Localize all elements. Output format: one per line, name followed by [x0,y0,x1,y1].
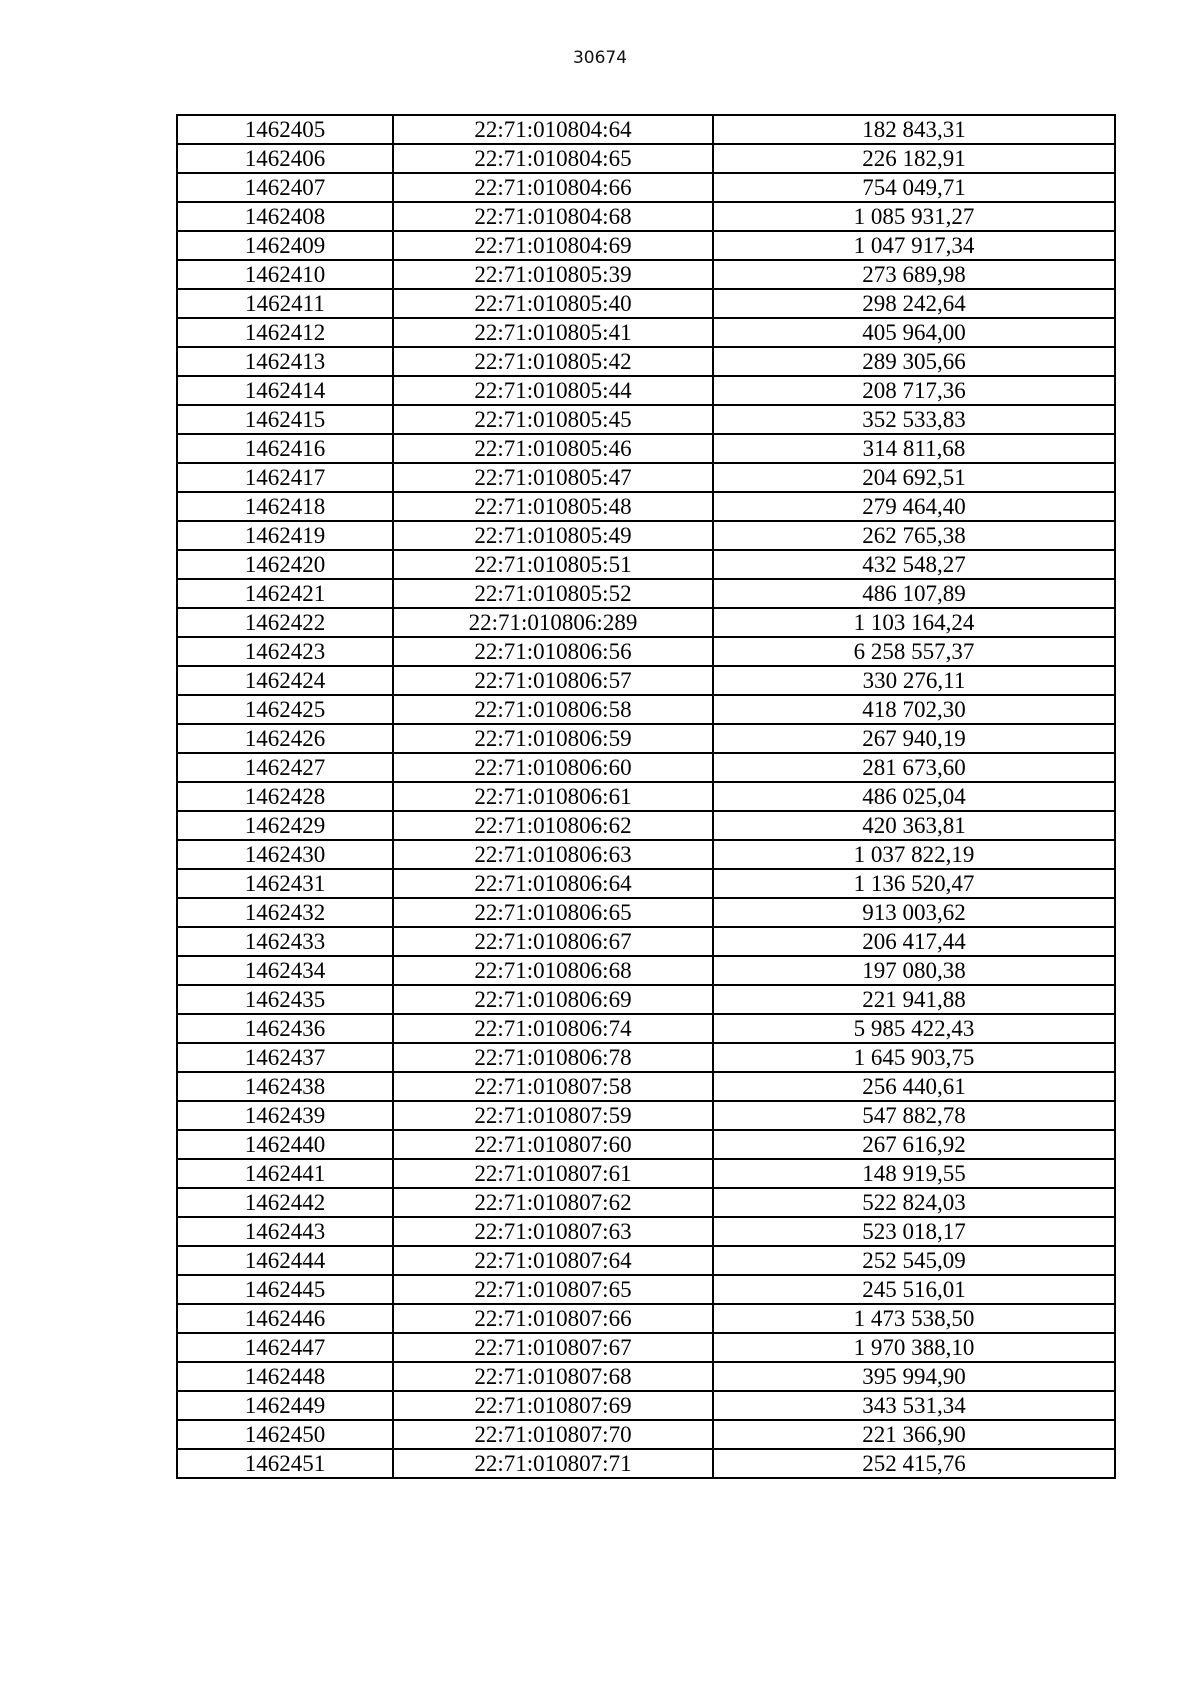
value-cell: 523 018,17 [713,1217,1115,1246]
value-cell: 352 533,83 [713,405,1115,434]
table-row [177,1449,1115,1478]
table-row [177,637,1115,666]
record-number-cell: 1462442 [177,1188,393,1217]
value-cell: 1 037 822,19 [713,840,1115,869]
cadastral-number-cell: 22:71:010807:61 [393,1159,713,1188]
cadastral-number-cell: 22:71:010805:40 [393,289,713,318]
table-row [177,1188,1115,1217]
cadastral-number-cell: 22:71:010806:56 [393,637,713,666]
cadastral-number-cell: 22:71:010804:65 [393,144,713,173]
record-number-cell: 1462430 [177,840,393,869]
cadastral-number-cell: 22:71:010807:70 [393,1420,713,1449]
value-cell: 913 003,62 [713,898,1115,927]
table-row [177,753,1115,782]
record-number-cell: 1462446 [177,1304,393,1333]
table-row [177,985,1115,1014]
value-cell: 1 645 903,75 [713,1043,1115,1072]
table-row [177,1246,1115,1275]
cadastral-number-cell: 22:71:010807:65 [393,1275,713,1304]
record-number-cell: 1462417 [177,463,393,492]
cadastral-number-cell: 22:71:010806:61 [393,782,713,811]
record-number-cell: 1462434 [177,956,393,985]
value-cell: 405 964,00 [713,318,1115,347]
cadastral-number-cell: 22:71:010805:41 [393,318,713,347]
cadastral-number-cell: 22:71:010807:69 [393,1391,713,1420]
table-row [177,898,1115,927]
table-row [177,1159,1115,1188]
cadastral-number-cell: 22:71:010807:71 [393,1449,713,1478]
table-row [177,811,1115,840]
table-row [177,840,1115,869]
value-cell: 420 363,81 [713,811,1115,840]
value-cell: 281 673,60 [713,753,1115,782]
record-number-cell: 1462427 [177,753,393,782]
table-row [177,289,1115,318]
value-cell: 432 548,27 [713,550,1115,579]
cadastral-number-cell: 22:71:010806:63 [393,840,713,869]
record-number-cell: 1462405 [177,115,393,144]
value-cell: 197 080,38 [713,956,1115,985]
table-row [177,318,1115,347]
table-row [177,1101,1115,1130]
cadastral-number-cell: 22:71:010806:65 [393,898,713,927]
value-cell: 547 882,78 [713,1101,1115,1130]
value-cell: 256 440,61 [713,1072,1115,1101]
value-cell: 182 843,31 [713,115,1115,144]
table-row [177,463,1115,492]
record-number-cell: 1462407 [177,173,393,202]
value-cell: 221 366,90 [713,1420,1115,1449]
value-cell: 486 107,89 [713,579,1115,608]
table-row [177,608,1115,637]
data-table [176,114,1116,1479]
value-cell: 267 940,19 [713,724,1115,753]
cadastral-number-cell: 22:71:010804:66 [393,173,713,202]
record-number-cell: 1462438 [177,1072,393,1101]
record-number-cell: 1462436 [177,1014,393,1043]
record-number-cell: 1462449 [177,1391,393,1420]
table-row [177,1043,1115,1072]
record-number-cell: 1462413 [177,347,393,376]
value-cell: 522 824,03 [713,1188,1115,1217]
record-number-cell: 1462418 [177,492,393,521]
table-body [177,115,1115,1478]
record-number-cell: 1462419 [177,521,393,550]
value-cell: 148 919,55 [713,1159,1115,1188]
cadastral-number-cell: 22:71:010805:39 [393,260,713,289]
record-number-cell: 1462448 [177,1362,393,1391]
value-cell: 208 717,36 [713,376,1115,405]
table-row [177,347,1115,376]
record-number-cell: 1462415 [177,405,393,434]
record-number-cell: 1462423 [177,637,393,666]
value-cell: 343 531,34 [713,1391,1115,1420]
cadastral-number-cell: 22:71:010806:67 [393,927,713,956]
record-number-cell: 1462425 [177,695,393,724]
table-row [177,1014,1115,1043]
record-number-cell: 1462420 [177,550,393,579]
cadastral-number-cell: 22:71:010807:63 [393,1217,713,1246]
cadastral-number-cell: 22:71:010806:78 [393,1043,713,1072]
value-cell: 252 415,76 [713,1449,1115,1478]
table-row [177,231,1115,260]
record-number-cell: 1462429 [177,811,393,840]
record-number-cell: 1462421 [177,579,393,608]
table-row [177,1072,1115,1101]
cadastral-number-cell: 22:71:010806:60 [393,753,713,782]
table-row [177,695,1115,724]
value-cell: 1 103 164,24 [713,608,1115,637]
record-number-cell: 1462424 [177,666,393,695]
cadastral-number-cell: 22:71:010805:52 [393,579,713,608]
record-number-cell: 1462439 [177,1101,393,1130]
cadastral-number-cell: 22:71:010807:67 [393,1333,713,1362]
page-number: 30674 [572,48,628,68]
cadastral-number-cell: 22:71:010806:74 [393,1014,713,1043]
record-number-cell: 1462422 [177,608,393,637]
record-number-cell: 1462441 [177,1159,393,1188]
record-number-cell: 1462433 [177,927,393,956]
value-cell: 1 136 520,47 [713,869,1115,898]
table-row [177,376,1115,405]
value-cell: 5 985 422,43 [713,1014,1115,1043]
table-row [177,434,1115,463]
record-number-cell: 1462440 [177,1130,393,1159]
table-row [177,1275,1115,1304]
value-cell: 1 473 538,50 [713,1304,1115,1333]
value-cell: 267 616,92 [713,1130,1115,1159]
cadastral-number-cell: 22:71:010804:69 [393,231,713,260]
table-row [177,782,1115,811]
table-row [177,1217,1115,1246]
cadastral-number-cell: 22:71:010807:62 [393,1188,713,1217]
value-cell: 279 464,40 [713,492,1115,521]
cadastral-number-cell: 22:71:010805:44 [393,376,713,405]
value-cell: 395 994,90 [713,1362,1115,1391]
value-cell: 298 242,64 [713,289,1115,318]
table-row [177,115,1115,144]
table-row [177,579,1115,608]
value-cell: 273 689,98 [713,260,1115,289]
record-number-cell: 1462408 [177,202,393,231]
value-cell: 418 702,30 [713,695,1115,724]
cadastral-number-cell: 22:71:010805:46 [393,434,713,463]
value-cell: 330 276,11 [713,666,1115,695]
table-row [177,869,1115,898]
table-row [177,405,1115,434]
value-cell: 226 182,91 [713,144,1115,173]
record-number-cell: 1462410 [177,260,393,289]
value-cell: 314 811,68 [713,434,1115,463]
value-cell: 245 516,01 [713,1275,1115,1304]
cadastral-number-cell: 22:71:010805:47 [393,463,713,492]
value-cell: 289 305,66 [713,347,1115,376]
cadastral-number-cell: 22:71:010807:60 [393,1130,713,1159]
record-number-cell: 1462416 [177,434,393,463]
cadastral-number-cell: 22:71:010806:62 [393,811,713,840]
table-row [177,260,1115,289]
cadastral-number-cell: 22:71:010807:68 [393,1362,713,1391]
record-number-cell: 1462406 [177,144,393,173]
record-number-cell: 1462428 [177,782,393,811]
table-row [177,1304,1115,1333]
value-cell: 1 970 388,10 [713,1333,1115,1362]
value-cell: 6 258 557,37 [713,637,1115,666]
cadastral-number-cell: 22:71:010804:64 [393,115,713,144]
value-cell: 486 025,04 [713,782,1115,811]
record-number-cell: 1462411 [177,289,393,318]
cadastral-number-cell: 22:71:010805:42 [393,347,713,376]
value-cell: 1 085 931,27 [713,202,1115,231]
record-number-cell: 1462443 [177,1217,393,1246]
cadastral-number-cell: 22:71:010806:59 [393,724,713,753]
value-cell: 252 545,09 [713,1246,1115,1275]
table-row [177,550,1115,579]
record-number-cell: 1462431 [177,869,393,898]
record-number-cell: 1462412 [177,318,393,347]
table-row [177,724,1115,753]
record-number-cell: 1462445 [177,1275,393,1304]
cadastral-number-cell: 22:71:010807:64 [393,1246,713,1275]
table-row [177,1391,1115,1420]
table-row [177,666,1115,695]
cadastral-number-cell: 22:71:010805:49 [393,521,713,550]
cadastral-number-cell: 22:71:010806:57 [393,666,713,695]
table-row [177,927,1115,956]
table-row [177,956,1115,985]
value-cell: 204 692,51 [713,463,1115,492]
cadastral-number-cell: 22:71:010807:58 [393,1072,713,1101]
cadastral-number-cell: 22:71:010805:45 [393,405,713,434]
cadastral-number-cell: 22:71:010805:48 [393,492,713,521]
value-cell: 206 417,44 [713,927,1115,956]
value-cell: 754 049,71 [713,173,1115,202]
table-row [177,1333,1115,1362]
table-row [177,521,1115,550]
cadastral-number-cell: 22:71:010805:51 [393,550,713,579]
cadastral-number-cell: 22:71:010807:59 [393,1101,713,1130]
record-number-cell: 1462414 [177,376,393,405]
cadastral-number-cell: 22:71:010807:66 [393,1304,713,1333]
table-row [177,1420,1115,1449]
record-number-cell: 1462435 [177,985,393,1014]
record-number-cell: 1462437 [177,1043,393,1072]
record-number-cell: 1462426 [177,724,393,753]
cadastral-number-cell: 22:71:010806:58 [393,695,713,724]
value-cell: 262 765,38 [713,521,1115,550]
cadastral-number-cell: 22:71:010804:68 [393,202,713,231]
record-number-cell: 1462447 [177,1333,393,1362]
table-row [177,1130,1115,1159]
cadastral-number-cell: 22:71:010806:289 [393,608,713,637]
record-number-cell: 1462444 [177,1246,393,1275]
record-number-cell: 1462450 [177,1420,393,1449]
table-row [177,144,1115,173]
value-cell: 221 941,88 [713,985,1115,1014]
record-number-cell: 1462432 [177,898,393,927]
table-row [177,1362,1115,1391]
table-row [177,492,1115,521]
cadastral-number-cell: 22:71:010806:68 [393,956,713,985]
record-number-cell: 1462451 [177,1449,393,1478]
value-cell: 1 047 917,34 [713,231,1115,260]
table-row [177,173,1115,202]
table-row [177,202,1115,231]
cadastral-number-cell: 22:71:010806:64 [393,869,713,898]
cadastral-number-cell: 22:71:010806:69 [393,985,713,1014]
record-number-cell: 1462409 [177,231,393,260]
